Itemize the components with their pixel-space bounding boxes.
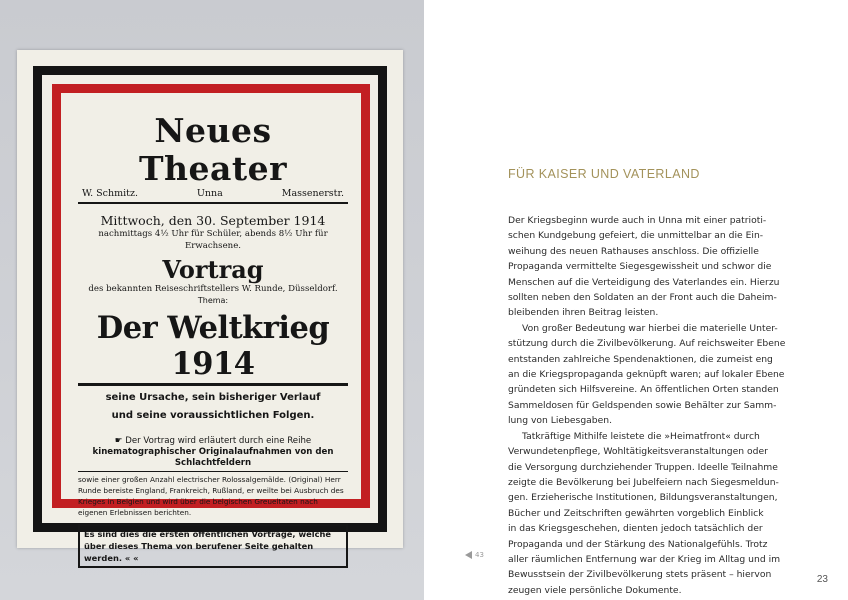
text-line: zeigte die Bevölkerung bei Jubelfeiern nach Siegesmeldun-	[508, 476, 779, 488]
body-text	[508, 213, 798, 598]
paragraph-2	[508, 321, 798, 429]
text-line: gen. Erzieherische Institutionen, Bildungsveranstaltungen,	[508, 492, 778, 504]
poster-paragraph: sowie einer großen Anzahl electrischer Rolossalgemälde. (Original) Herr Runde bereiste England, Frankreich, Rußland, er weilte bei Ausbruch des Krieges in Belgien und wird über die belgischen Greueltaten nach eigenen Erlebnissen berichten.	[78, 475, 344, 517]
text-line: die Versorgung durchziehender Truppen. Ideelle Teilnahme	[508, 461, 778, 473]
page-reference	[465, 551, 484, 559]
poster-address-center: Unna	[196, 188, 223, 199]
page-number: 23	[816, 574, 828, 585]
text-line: Sammeldosen für Geldspenden sowie Behälter zur Samm-	[508, 399, 777, 411]
text-line: gründeten sich Hilfsvereine. An öffentlichen Orten standen	[508, 384, 779, 396]
text-line: schen Kundgebung gefeiert, die unmittelbar an die Ein-	[508, 230, 764, 242]
text-line: Menschen auf die Verteidigung des Vaterlandes ein. Hierzu	[508, 276, 780, 288]
text-line: zeugen viele persönliche Dokumente.	[508, 584, 682, 596]
text-line: in das Kriegsgeschehen, dienten jedoch tatsächlich der	[508, 523, 763, 535]
text-line: aller räumlichen Entfernung war der Krieg im Alltag und im	[508, 553, 781, 565]
text-line: lung von Liebesgaben.	[508, 415, 613, 427]
poster-lecture: Vortrag	[162, 255, 264, 284]
text-line: Bewusstsein der Zivilbevölkerung stets präsent – hiervon	[508, 569, 772, 581]
poster-notice-box: Es sind dies die ersten öffentlichen Vorträge, welche über dieses Thema von berufener Seite gehalten werden. « «	[78, 524, 348, 568]
poster-address	[78, 188, 348, 204]
text-line: Bücher und Zeitschriften gewährten vorgeblich Einblick	[508, 507, 764, 519]
text-line: Verwundetenpflege, Wohltätigkeitsveranstaltungen oder	[508, 446, 768, 458]
poster-title: Neues Theater	[138, 111, 288, 188]
paragraph-1	[508, 213, 798, 321]
text-line: Propaganda vermittelte Siegesgewissheit und schwor die	[508, 261, 772, 273]
text-line: Von großer Bedeutung war hierbei die materielle Unter-	[522, 322, 778, 334]
text-line: Propaganda und der Stärkung des Nationalgefühls. Trotz	[508, 538, 768, 550]
poster-content	[78, 102, 348, 563]
page-reference-number: 43	[475, 551, 484, 559]
poster-thema: Thema:	[197, 296, 229, 305]
poster-subtitle-2: und seine voraussichtlichen Folgen.	[111, 410, 315, 421]
text-line: entstanden zahlreiche Spendenaktionen, die zumeist eng	[508, 353, 773, 365]
poster-address-left: W. Schmitz.	[82, 188, 138, 199]
triangle-left-icon	[465, 551, 472, 559]
text-line: sollten neben den Soldaten an der Front auch die Daheim-	[508, 292, 777, 304]
poster-hand-line: ☛ Der Vortrag wird erläutert durch eine Reihe	[114, 436, 312, 446]
poster-date: Mittwoch, den 30. September 1914	[100, 213, 326, 228]
poster-times: nachmittags 4½ Uhr für Schüler, abends 8½ Uhr für Erwachsene.	[98, 229, 328, 251]
text-line: stützung durch die Zivilbevölkerung. Auf reichsweiter Ebene	[508, 338, 786, 350]
poster-subtitle-1: seine Ursache, sein bisheriger Verlauf	[105, 392, 321, 403]
section-title: FÜR KAISER UND VATERLAND	[508, 167, 700, 181]
poster-address-right: Massenerstr.	[281, 188, 344, 199]
text-line: bleibenden ihren Beitrag leisten.	[508, 307, 659, 319]
poster-headline: Der Weltkrieg 1914	[78, 310, 348, 386]
text-line: Der Kriegsbeginn wurde auch in Unna mit einer patrioti-	[508, 215, 767, 226]
poster-speaker: des bekannten Reiseschriftstellers W. Runde, Düsseldorf.	[88, 284, 338, 294]
text-line: Tatkräftige Mithilfe leistete die »Heimatfront« durch	[522, 430, 760, 442]
text-line: an die Kriegspropaganda geknüpft waren; auf lokaler Ebene	[508, 369, 785, 381]
poster	[17, 50, 403, 563]
poster-kino-line: kinematographischer Originalaufnahmen von den Schlachtfeldern	[78, 447, 348, 472]
paragraph-3	[508, 429, 798, 598]
text-line: weihung des neuen Rathauses anschloss. Die offizielle	[508, 245, 759, 257]
